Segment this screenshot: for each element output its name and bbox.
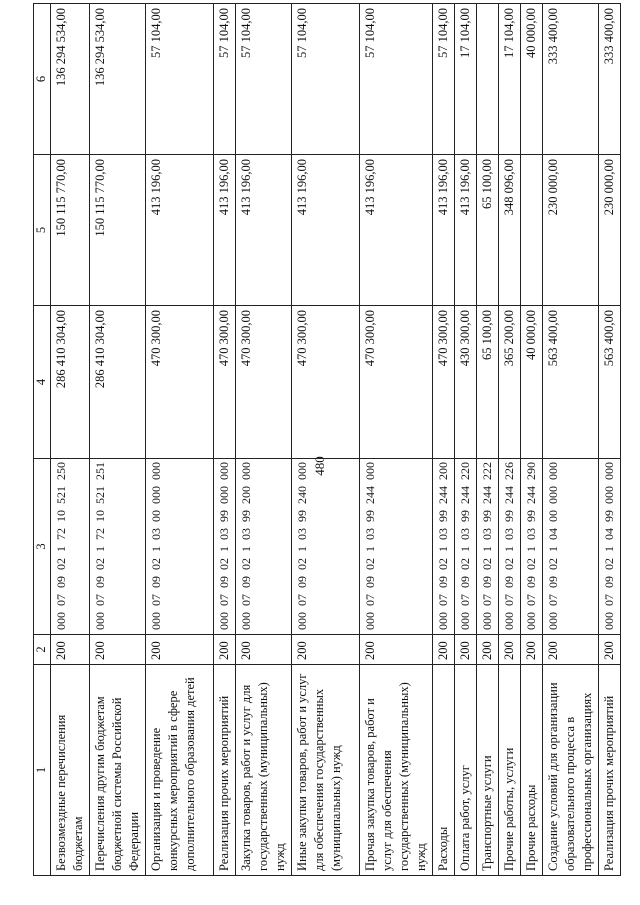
row-col6-value-cell: 40 000,00 xyxy=(521,4,543,155)
table-row xyxy=(455,4,477,876)
row-line-code-cell: 200 xyxy=(90,635,146,665)
column-header: 1 xyxy=(34,665,51,876)
row-name-cell: Иные закупки товаров, работ и услуг для обеспечения государственных (муниципальных) нужд xyxy=(292,665,360,876)
row-col5-value-cell xyxy=(521,155,543,306)
row-col5-value-cell: 150 115 770,00 xyxy=(90,155,146,306)
table-row xyxy=(90,4,146,876)
table-row xyxy=(236,4,292,876)
row-budget-code-cell: 000 07 09 02 1 03 99 244 000 xyxy=(360,459,433,635)
row-name-cell: Прочие расходы xyxy=(521,665,543,876)
row-budget-code-cell: 000 07 09 02 1 72 10 521 251 xyxy=(90,459,146,635)
row-line-code-cell: 200 xyxy=(146,635,214,665)
column-header: 6 xyxy=(34,4,51,155)
row-budget-code-cell: 000 07 09 02 1 03 99 200 000 xyxy=(236,459,292,635)
row-budget-code-cell: 000 07 09 02 1 03 00 000 000 xyxy=(146,459,214,635)
row-line-code-cell: 200 xyxy=(51,635,90,665)
row-col5-value-cell: 413 196,00 xyxy=(433,155,455,306)
row-line-code-cell: 200 xyxy=(433,635,455,665)
row-name-cell: Транспортные услуги xyxy=(477,665,499,876)
row-name-cell: Прочая закупка товаров, работ и услуг для обеспечения государственных (муниципальных) нужд xyxy=(360,665,433,876)
row-col6-value-cell: 57 104,00 xyxy=(214,4,236,155)
row-budget-code-cell: 000 07 09 02 1 03 99 000 000 xyxy=(214,459,236,635)
table-row xyxy=(543,4,599,876)
row-name-cell: Создание условий для организации образовательного процесса в профессиональных организациях xyxy=(543,665,599,876)
row-col5-value-cell: 413 196,00 xyxy=(292,155,360,306)
row-line-code-cell: 200 xyxy=(499,635,521,665)
table-row xyxy=(146,4,214,876)
table-row xyxy=(433,4,455,876)
row-line-code-cell: 200 xyxy=(360,635,433,665)
row-col4-value-cell: 563 400,00 xyxy=(543,306,599,459)
row-col4-value-cell: 563 400,00 xyxy=(599,306,621,459)
table-row xyxy=(477,4,499,876)
row-col5-value-cell: 348 096,00 xyxy=(499,155,521,306)
page-number: 480 xyxy=(312,456,327,476)
row-col6-value-cell: 57 104,00 xyxy=(433,4,455,155)
row-name-cell: Закупка товаров, работ и услуг для государственных (муниципальных) нужд xyxy=(236,665,292,876)
budget-table xyxy=(33,3,621,876)
table-row xyxy=(214,4,236,876)
row-line-code-cell: 200 xyxy=(292,635,360,665)
row-col4-value-cell: 286 410 304,00 xyxy=(90,306,146,459)
row-budget-code-cell: 000 07 09 02 1 04 99 000 000 xyxy=(599,459,621,635)
row-name-cell: Реализация прочих мероприятий xyxy=(599,665,621,876)
table-row xyxy=(521,4,543,876)
row-line-code-cell: 200 xyxy=(236,635,292,665)
row-line-code-cell: 200 xyxy=(214,635,236,665)
row-line-code-cell: 200 xyxy=(543,635,599,665)
row-col4-value-cell: 470 300,00 xyxy=(433,306,455,459)
row-col6-value-cell xyxy=(477,4,499,155)
row-col6-value-cell: 57 104,00 xyxy=(292,4,360,155)
row-name-cell: Оплата работ, услуг xyxy=(455,665,477,876)
row-col6-value-cell: 57 104,00 xyxy=(236,4,292,155)
row-col4-value-cell: 286 410 304,00 xyxy=(51,306,90,459)
row-line-code-cell: 200 xyxy=(455,635,477,665)
row-col5-value-cell: 65 100,00 xyxy=(477,155,499,306)
table-row xyxy=(51,4,90,876)
row-budget-code-cell: 000 07 09 02 1 03 99 244 226 xyxy=(499,459,521,635)
row-col4-value-cell: 470 300,00 xyxy=(360,306,433,459)
row-col6-value-cell: 136 294 534,00 xyxy=(90,4,146,155)
row-col5-value-cell: 413 196,00 xyxy=(146,155,214,306)
row-budget-code-cell: 000 07 09 02 1 72 10 521 250 xyxy=(51,459,90,635)
row-col6-value-cell: 57 104,00 xyxy=(146,4,214,155)
column-header: 2 xyxy=(34,635,51,665)
row-col6-value-cell: 136 294 534,00 xyxy=(51,4,90,155)
table-row xyxy=(360,4,433,876)
row-col5-value-cell: 230 000,00 xyxy=(543,155,599,306)
row-name-cell: Прочие работы, услуги xyxy=(499,665,521,876)
row-col6-value-cell: 17 104,00 xyxy=(455,4,477,155)
row-line-code-cell: 200 xyxy=(477,635,499,665)
row-col5-value-cell: 413 196,00 xyxy=(455,155,477,306)
row-col5-value-cell: 230 000,00 xyxy=(599,155,621,306)
table-row xyxy=(292,4,360,876)
row-name-cell: Расходы xyxy=(433,665,455,876)
row-budget-code-cell: 000 07 09 02 1 03 99 240 000 xyxy=(292,459,360,635)
row-budget-code-cell: 000 07 09 02 1 03 99 244 222 xyxy=(477,459,499,635)
rotated-table-container xyxy=(33,4,616,876)
row-col6-value-cell: 17 104,00 xyxy=(499,4,521,155)
table-row xyxy=(499,4,521,876)
row-col4-value-cell: 40 000,00 xyxy=(521,306,543,459)
row-col5-value-cell: 150 115 770,00 xyxy=(51,155,90,306)
row-col4-value-cell: 65 100,00 xyxy=(477,306,499,459)
row-col6-value-cell: 333 400,00 xyxy=(599,4,621,155)
row-name-cell: Организация и проведение конкурсных мероприятий в сфере дополнительного образования детей xyxy=(146,665,214,876)
row-line-code-cell: 200 xyxy=(599,635,621,665)
row-col4-value-cell: 365 200,00 xyxy=(499,306,521,459)
row-budget-code-cell: 000 07 09 02 1 04 00 000 000 xyxy=(543,459,599,635)
row-name-cell: Перечисления другим бюджетам бюджетной системы Российской Федерации xyxy=(90,665,146,876)
row-line-code-cell: 200 xyxy=(521,635,543,665)
header-row xyxy=(34,4,51,876)
row-col5-value-cell: 413 196,00 xyxy=(236,155,292,306)
row-col5-value-cell: 413 196,00 xyxy=(360,155,433,306)
row-col4-value-cell: 470 300,00 xyxy=(214,306,236,459)
column-header: 4 xyxy=(34,306,51,459)
table-row xyxy=(599,4,621,876)
row-name-cell: Реализация прочих мероприятий xyxy=(214,665,236,876)
column-header: 5 xyxy=(34,155,51,306)
row-col6-value-cell: 57 104,00 xyxy=(360,4,433,155)
row-budget-code-cell: 000 07 09 02 1 03 99 244 200 xyxy=(433,459,455,635)
column-header: 3 xyxy=(34,459,51,635)
row-name-cell: Безвозмездные перечисления бюджетам xyxy=(51,665,90,876)
row-col4-value-cell: 470 300,00 xyxy=(292,306,360,459)
row-budget-code-cell: 000 07 09 02 1 03 99 244 220 xyxy=(455,459,477,635)
row-col4-value-cell: 470 300,00 xyxy=(146,306,214,459)
row-col4-value-cell: 430 300,00 xyxy=(455,306,477,459)
row-budget-code-cell: 000 07 09 02 1 03 99 244 290 xyxy=(521,459,543,635)
row-col6-value-cell: 333 400,00 xyxy=(543,4,599,155)
row-col5-value-cell: 413 196,00 xyxy=(214,155,236,306)
row-col4-value-cell: 470 300,00 xyxy=(236,306,292,459)
